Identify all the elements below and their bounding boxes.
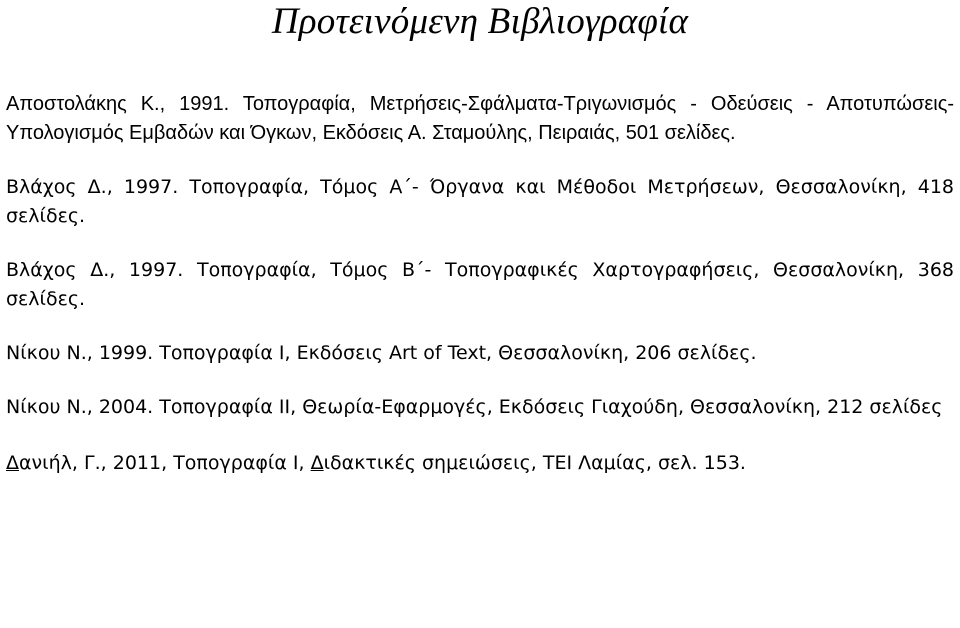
reference-item-last: [6, 449, 954, 478]
reference-item: Νίκου Ν., 1999. Τοπογραφία Ι, Εκδόσεις Art of Text, Θεσσαλονίκη, 206 σελίδες.: [6, 342, 757, 364]
reference-list: [6, 90, 954, 478]
reference-item: Βλάχος Δ., 1997. Τοπογραφία, Τόμος Β΄- Τοπογραφικές Χαρτογραφήσεις, Θεσσαλονίκη, 368 σελίδες.: [6, 259, 954, 310]
reference-item: Νίκου Ν., 2004. Τοπογραφία ΙΙ, Θεωρία-Εφαρμογές, Εκδόσεις Γιαχούδη, Θεσσαλονίκη, 212 σελίδες: [6, 396, 943, 418]
reference-item: Αποστολάκης Κ., 1991. Τοπογραφία, Μετρήσεις-Σφάλματα-Τριγωνισμός - Οδεύσεις - Αποτυπώσεις-Υπολογισμός Εμβαδών και Όγκων, Εκδόσεις Α. Σταμούλης, Πειραιάς, 501 σελίδες.: [6, 93, 954, 144]
reference-item-last-text: Δανιήλ, Γ., 2011, Τοπογραφία Ι, Διδακτικές σημειώσεις, ΤΕΙ Λαμίας, σελ. 153.: [6, 452, 746, 474]
page-title: Προτεινόμενη Βιβλιογραφία: [271, 1, 689, 42]
reference-item: Βλάχος Δ., 1997. Τοπογραφία, Τόμος Α΄- Όργανα και Μέθοδοι Μετρήσεων, Θεσσαλονίκη, 418 σελίδες.: [6, 176, 954, 227]
